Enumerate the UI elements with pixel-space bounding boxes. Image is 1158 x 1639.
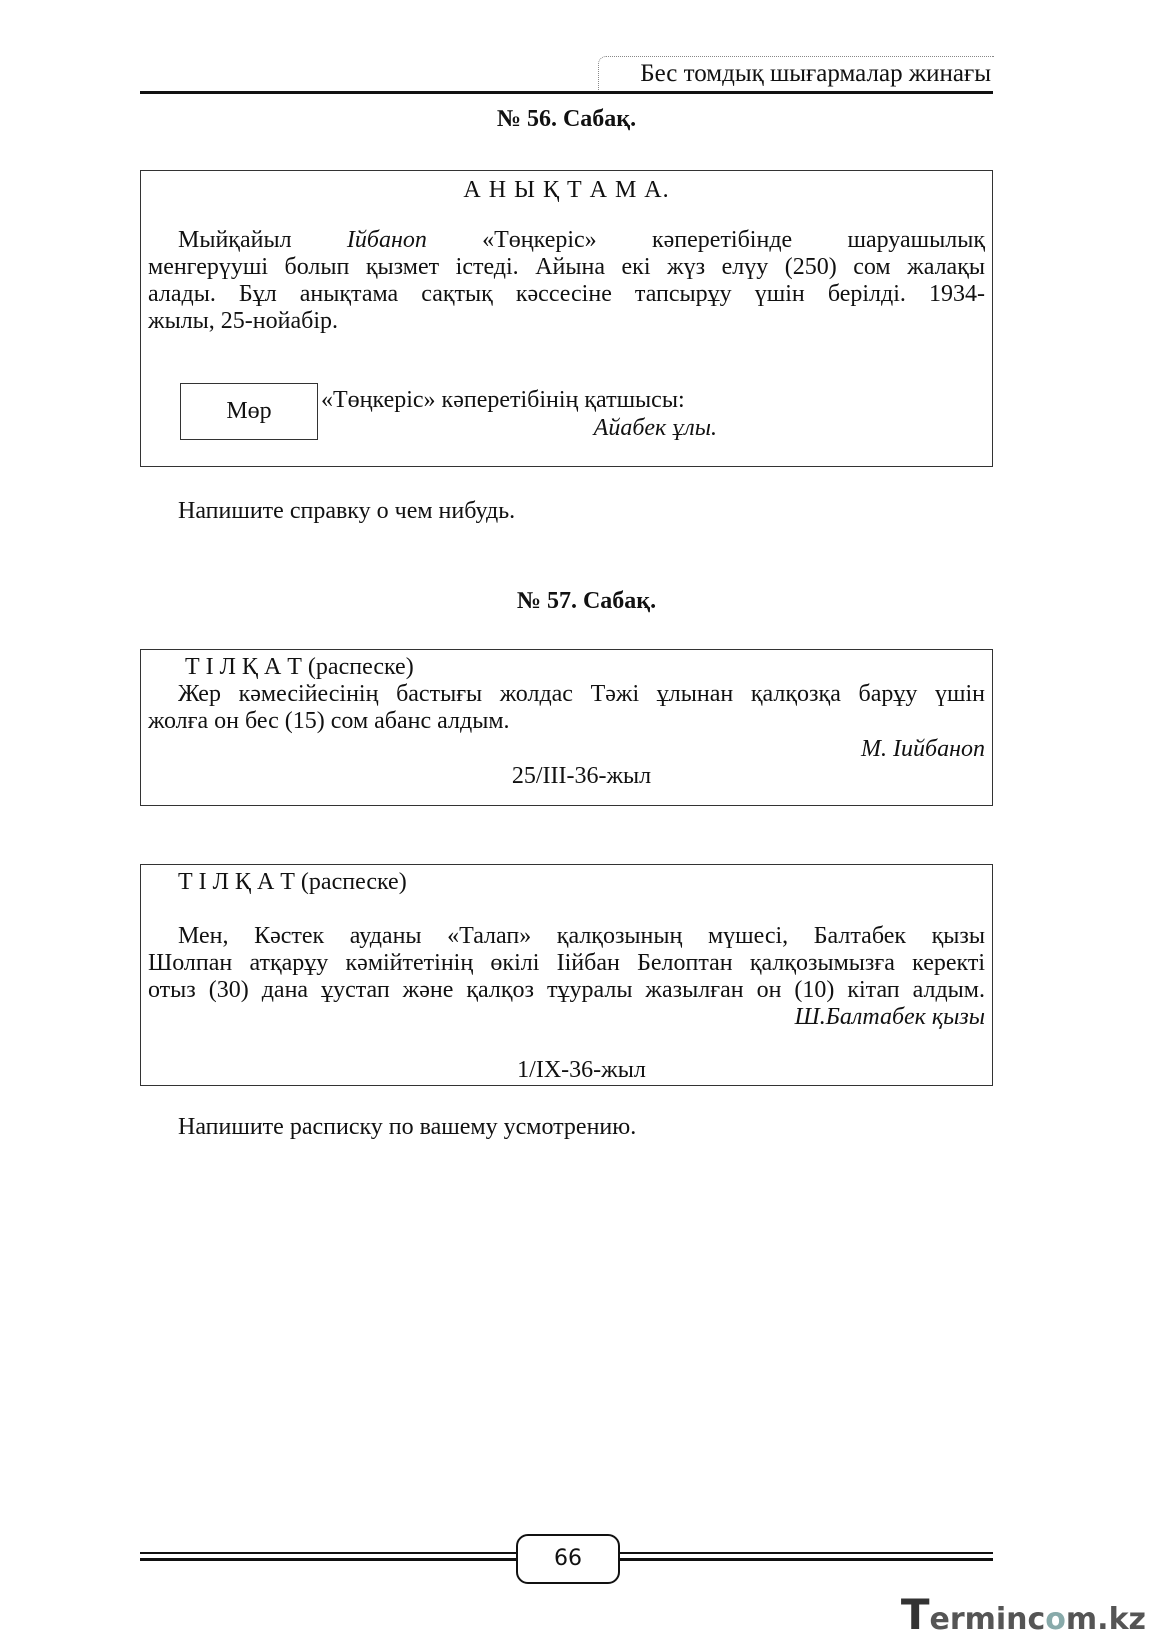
- reference-line-4: жылы, 25-нойабір.: [148, 308, 339, 334]
- receipt-2-date: 1/ІХ-36-жыл: [517, 1057, 646, 1083]
- receipt-1-line-2: жолға он бес (15) сом абанс алдым.: [148, 708, 510, 734]
- stamp-box: Мөр: [180, 383, 318, 440]
- reference-line-1-end: «Төңкеріс» кәперетібінде шаруашылық: [426, 227, 985, 253]
- receipt-2-heading: Т І Л Қ А Т (распеске): [178, 869, 407, 895]
- reference-line-2: менгерүуші болып қызмет істеді. Айына екі жүз елүу (250) сом жалақы: [148, 254, 985, 280]
- watermark-part-2: m.kz: [1065, 1602, 1146, 1637]
- receipt-2-line-1: Мен, Кәстек ауданы «Талап» қалқозының мүшесі, Балтабек қызы: [178, 923, 985, 949]
- receipt-1-signature: М. Іийбаноп: [861, 736, 985, 762]
- reference-line-3: алады. Бұл анықтама сақтық кәссесіне тапсырұу үшін берілді. 1934-: [148, 281, 985, 307]
- signer-label: «Төңкеріс» кәперетібінің қатшысы:: [321, 387, 685, 413]
- receipt-2-line-2: Шолпан атқарұу кәмійтетінің өкілі Іійбан Белоптан қалқозымызға керекті: [148, 950, 985, 976]
- reference-heading: А Н Ы Қ Т А М А.: [463, 177, 670, 203]
- receipt-box-1: [140, 649, 993, 806]
- watermark-logo: [901, 1590, 1146, 1639]
- running-header-title: Бес томдық шығармалар жинағы: [640, 60, 991, 87]
- signer-name: Айабек ұлы.: [593, 415, 717, 441]
- receipt-box-2: [140, 864, 993, 1086]
- lesson-56-task: Напишите справку о чем нибудь.: [178, 498, 516, 524]
- receipt-2-signature: Ш.Балтабек қызы: [794, 1004, 985, 1030]
- receipt-1-heading: Т І Л Қ А Т (распеске): [185, 654, 414, 680]
- watermark-part-1: erminc: [929, 1602, 1046, 1637]
- lesson-56-title: № 56. Сабақ.: [496, 106, 637, 132]
- receipt-1-date: 25/ІІІ-36-жыл: [511, 763, 652, 789]
- reference-line-1: [148, 227, 985, 254]
- reference-line-1-start: Мыйқайыл: [178, 227, 347, 253]
- watermark-t: T: [900, 1590, 930, 1639]
- receipt-1-line-1: Жер кәмесійесінің бастығы жолдас Тәжі ұлынан қалқозқа барұу үшін: [178, 681, 985, 707]
- lesson-57-task: Напишите расписку по вашему усмотрению.: [178, 1114, 637, 1140]
- page-number: 66: [516, 1534, 620, 1584]
- reference-person-name: Ійбаноп: [346, 227, 427, 253]
- watermark-magnifier: o: [1045, 1602, 1066, 1637]
- header-rule: [140, 91, 993, 94]
- receipt-2-line-3: отыз (30) дана ұустап және қалқоз тұуралы жазылған он (10) кітап алдым.: [148, 977, 985, 1003]
- lesson-57-title: № 57. Сабақ.: [516, 588, 657, 614]
